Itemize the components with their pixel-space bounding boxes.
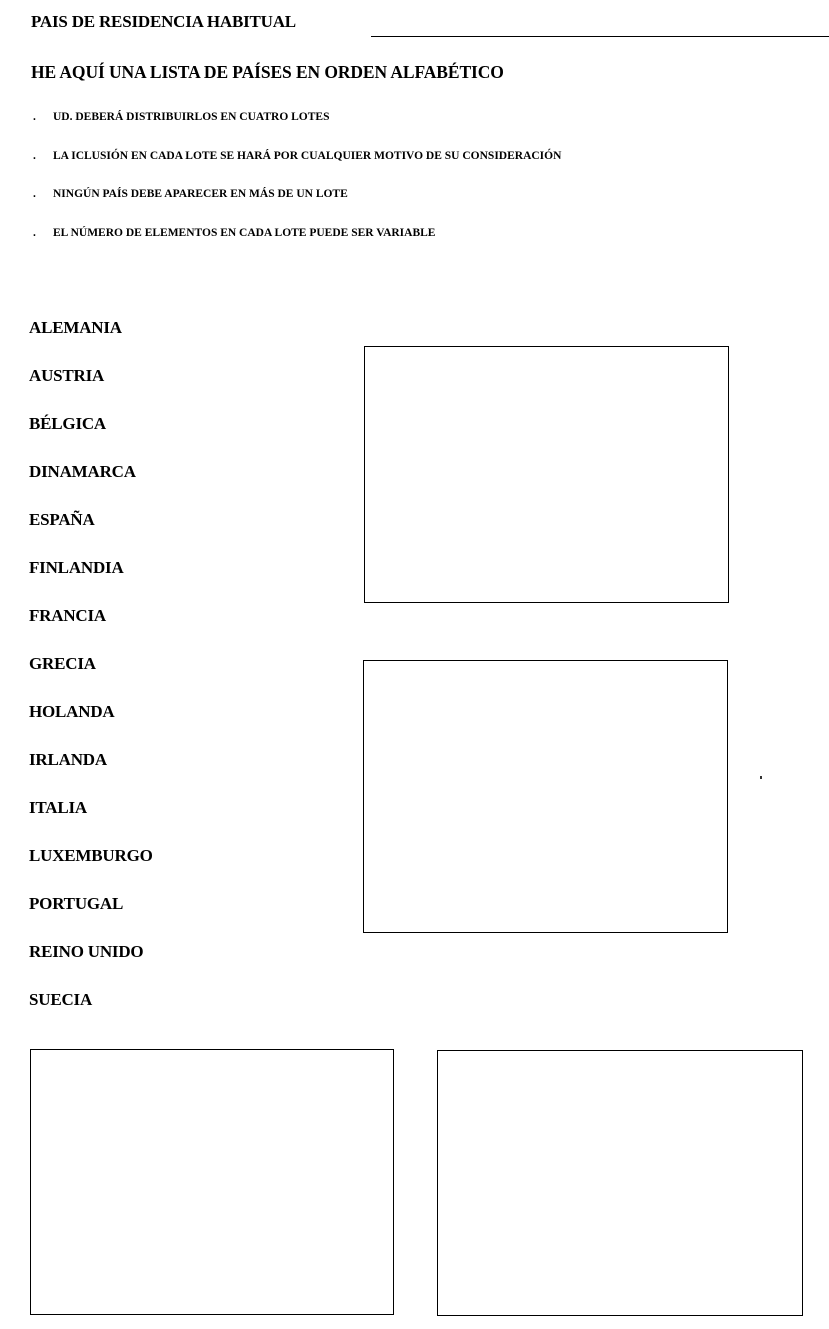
- lote-box-3[interactable]: [30, 1049, 394, 1315]
- stray-mark: [760, 776, 762, 779]
- bullet-marker: .: [33, 111, 36, 123]
- instruction-item: [33, 188, 348, 200]
- instruction-text: UD. DEBERÁ DISTRIBUIRLOS EN CUATRO LOTES: [53, 111, 330, 123]
- country-item[interactable]: ESPAÑA: [29, 510, 95, 529]
- country-item[interactable]: ITALIA: [29, 798, 88, 817]
- country-item[interactable]: DINAMARCA: [29, 462, 136, 481]
- lote-box-1[interactable]: [364, 346, 729, 603]
- instruction-text: LA ICLUSIÓN EN CADA LOTE SE HARÁ POR CUALQUIER MOTIVO DE SU CONSIDERACIÓN: [53, 150, 562, 162]
- lote-box-4[interactable]: [437, 1050, 803, 1316]
- lote-box-2[interactable]: [363, 660, 728, 933]
- list-heading: HE AQUÍ UNA LISTA DE PAÍSES EN ORDEN ALFABÉTICO: [31, 62, 504, 82]
- country-item[interactable]: GRECIA: [29, 654, 96, 673]
- country-item[interactable]: SUECIA: [29, 990, 93, 1009]
- country-item[interactable]: BÉLGICA: [29, 414, 107, 433]
- country-item[interactable]: HOLANDA: [29, 702, 115, 721]
- country-item[interactable]: ALEMANIA: [29, 318, 122, 337]
- instruction-item: [33, 150, 561, 162]
- country-item[interactable]: AUSTRIA: [29, 366, 105, 385]
- bullet-marker: .: [33, 150, 36, 162]
- country-item[interactable]: FRANCIA: [29, 606, 106, 625]
- country-item[interactable]: REINO UNIDO: [29, 942, 144, 961]
- residence-label: PAIS DE RESIDENCIA HABITUAL: [31, 12, 296, 31]
- country-item[interactable]: LUXEMBURGO: [29, 846, 153, 865]
- country-item[interactable]: PORTUGAL: [29, 894, 124, 913]
- instruction-item: [33, 111, 330, 123]
- residence-input-line[interactable]: [371, 36, 829, 37]
- country-item[interactable]: FINLANDIA: [29, 558, 124, 577]
- bullet-marker: .: [33, 188, 36, 200]
- bullet-marker: .: [33, 227, 36, 239]
- instruction-item: [33, 227, 435, 239]
- country-item[interactable]: IRLANDA: [29, 750, 107, 769]
- instruction-text: EL NÚMERO DE ELEMENTOS EN CADA LOTE PUEDE SER VARIABLE: [53, 227, 436, 239]
- instruction-text: NINGÚN PAÍS DEBE APARECER EN MÁS DE UN LOTE: [53, 188, 348, 200]
